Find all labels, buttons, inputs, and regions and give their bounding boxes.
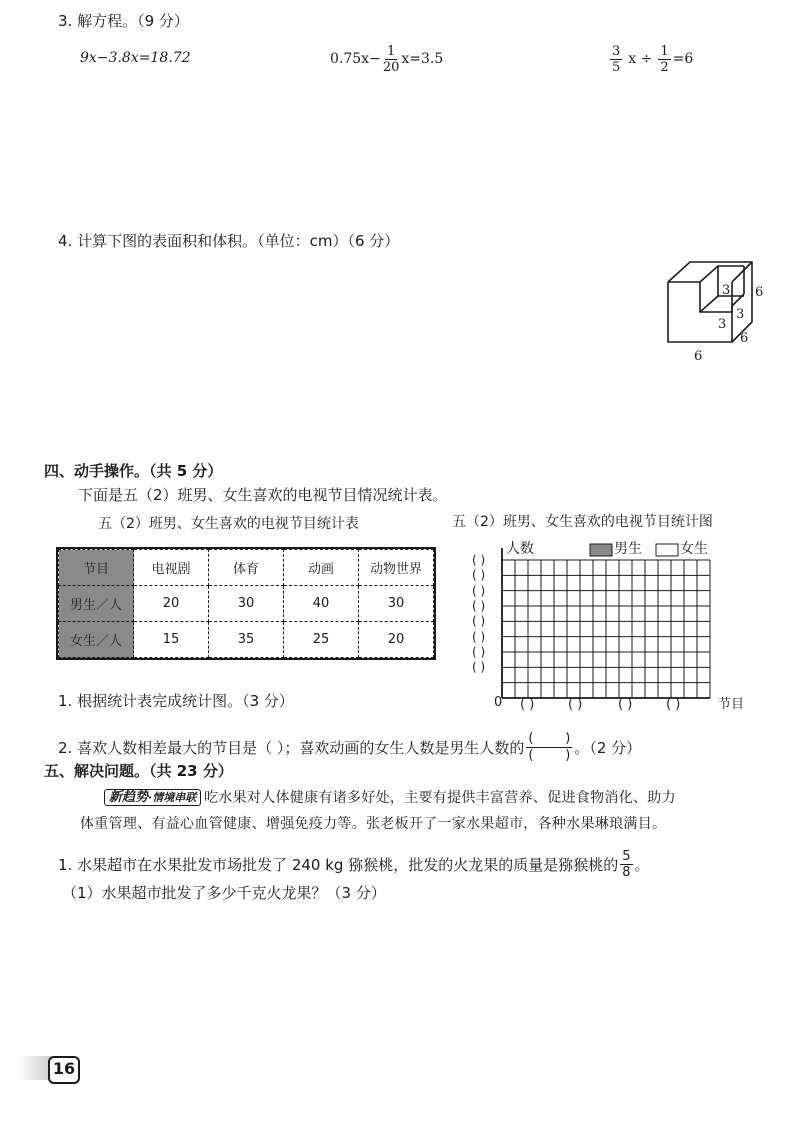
cube-figure [660,252,770,364]
cube-label-f: 6 [694,349,703,364]
cube-label-e: 6 [740,331,749,346]
q1-denominator: 8 [622,865,631,880]
equation-2-suffix: x=3.5 [401,50,444,67]
paren-open: ( [528,748,534,763]
table-header-cartoon: 动画 [284,550,359,586]
eq3-den-2: 2 [660,59,669,75]
equation-2 [330,38,443,80]
section-5-title: 五、解决问题。（共 23 分） [44,762,233,780]
section-5-q1-end: 。 [634,855,650,874]
y-axis-blank[interactable]: ( ) [472,568,486,583]
y-axis-blank[interactable]: ( ) [472,660,486,675]
equation-2-prefix: 0.75x− [330,50,381,67]
q3-title: 3. 解方程。（9 分） [58,12,189,30]
cube-label-c: 3 [736,307,745,322]
y-axis-blank[interactable]: ( ) [472,644,486,659]
equation-3 [608,38,693,80]
section-5-q1-text: 1. 水果超市在水果批发市场批发了 240 kg 猕猴桃，批发的火龙果的质量是猕猴桃的 [58,855,619,874]
eq3-num-1: 3 [612,43,621,59]
table-cell: 35 [209,622,284,658]
table-header-program: 节目 [59,550,134,586]
section-4-intro: 下面是五（2）班男、女生喜欢的电视节目情况统计表。 [78,486,448,504]
section-4-q2 [58,732,641,763]
y-axis-blank[interactable]: ( ) [472,553,486,567]
paren-close: ) [565,748,571,763]
table-cell: 30 [359,586,434,622]
y-axis-blank[interactable]: ( ) [472,583,486,598]
y-axis-blank[interactable]: ( ) [472,598,486,613]
table-header-sports: 体育 [209,550,284,586]
section-5-intro-line-2: 体重管理、有益心血管健康、增强免疫力等。张老板开了一家水果超市，各种水果琳琅满目。 [80,816,667,832]
x-blank-3[interactable]: ( ) [618,697,633,712]
table-cell: 15 [134,622,209,658]
cube-label-b: 6 [755,285,764,300]
x-blank-1[interactable]: ( ) [520,697,535,712]
section-4-q2-text: 2. 喜欢人数相差最大的节目是（ ）；喜欢动画的女生人数是男生人数的 [58,738,525,757]
y-axis-blank[interactable]: ( ) [472,614,486,629]
legend-girl-swatch [656,544,678,556]
table-cell: 30 [209,586,284,622]
section-4-title: 四、动手操作。（共 5 分） [44,462,223,480]
cube-label-d: 3 [718,317,727,332]
legend-girl-label: 女生 [680,541,708,557]
legend-boy-label: 男生 [614,541,642,557]
eq2-denominator: 20 [382,59,400,75]
q1-numerator: 5 [622,849,631,864]
section-5-intro-line-1: 吃水果对人体健康有诸多好处，主要有提供丰富营养、促进食物消化、助力 [204,790,676,806]
table-row-boys-label: 男生／人 [59,586,134,622]
eq3-mid: x ÷ [628,50,653,67]
table-cell: 40 [284,586,359,622]
section-5-q1-sub: （1）水果超市批发了多少千克火龙果？（3 分） [62,884,386,902]
x-blank-4[interactable]: ( ) [666,697,681,712]
x-blank-2[interactable]: ( ) [568,697,583,712]
equation-2-fraction [383,45,400,74]
q1-fraction [620,850,632,879]
eq2-numerator: 1 [386,43,396,59]
page-number: 16 [48,1056,80,1084]
table-title: 五（2）班男、女生喜欢的电视节目统计表 [98,516,359,532]
q4-title: 4. 计算下图的表面积和体积。（单位：cm）（6 分） [58,232,400,250]
y-axis-blank[interactable]: ( ) [472,629,486,644]
paren-open: ( [528,731,534,746]
table-header-drama: 电视剧 [134,550,209,586]
badge-sub: ·情境串联 [148,791,197,804]
bar-chart-grid [464,540,764,718]
chart-y-label: 人数 [506,541,534,557]
table-header-animal: 动物世界 [359,550,434,586]
eq3-fraction-2 [658,45,670,74]
eq3-suffix: =6 [672,50,694,67]
paren-close: ) [565,731,571,746]
section-4-q2-end: 。（2 分） [574,738,642,757]
q2-denominator-blank[interactable] [528,748,570,763]
q2-numerator-blank[interactable] [526,732,572,748]
trend-badge [104,786,201,805]
legend-boy-swatch [590,544,612,556]
table-cell: 20 [134,586,209,622]
eq3-num-2: 1 [660,43,669,59]
chart-title: 五（2）班男、女生喜欢的电视节目统计图 [452,514,713,530]
chart-x-label: 节目 [718,697,745,712]
eq3-den-1: 5 [612,59,621,75]
table-cell: 20 [359,622,434,658]
q2-answer-fraction[interactable] [526,732,572,763]
badge-main: 新趋势 [109,790,149,805]
eq3-fraction-1 [610,45,622,74]
section-4-q1: 1. 根据统计表完成统计图。（3 分） [58,692,294,710]
table-row-girls-label: 女生／人 [59,622,134,658]
chart-origin: 0 [494,695,503,710]
table-cell: 25 [284,622,359,658]
stats-table [56,547,436,660]
trend-badge-box [104,789,201,806]
section-5-q1 [58,850,650,879]
equation-1: 9x−3.8x=18.72 [80,50,191,66]
cube-label-a: 3 [722,283,731,298]
